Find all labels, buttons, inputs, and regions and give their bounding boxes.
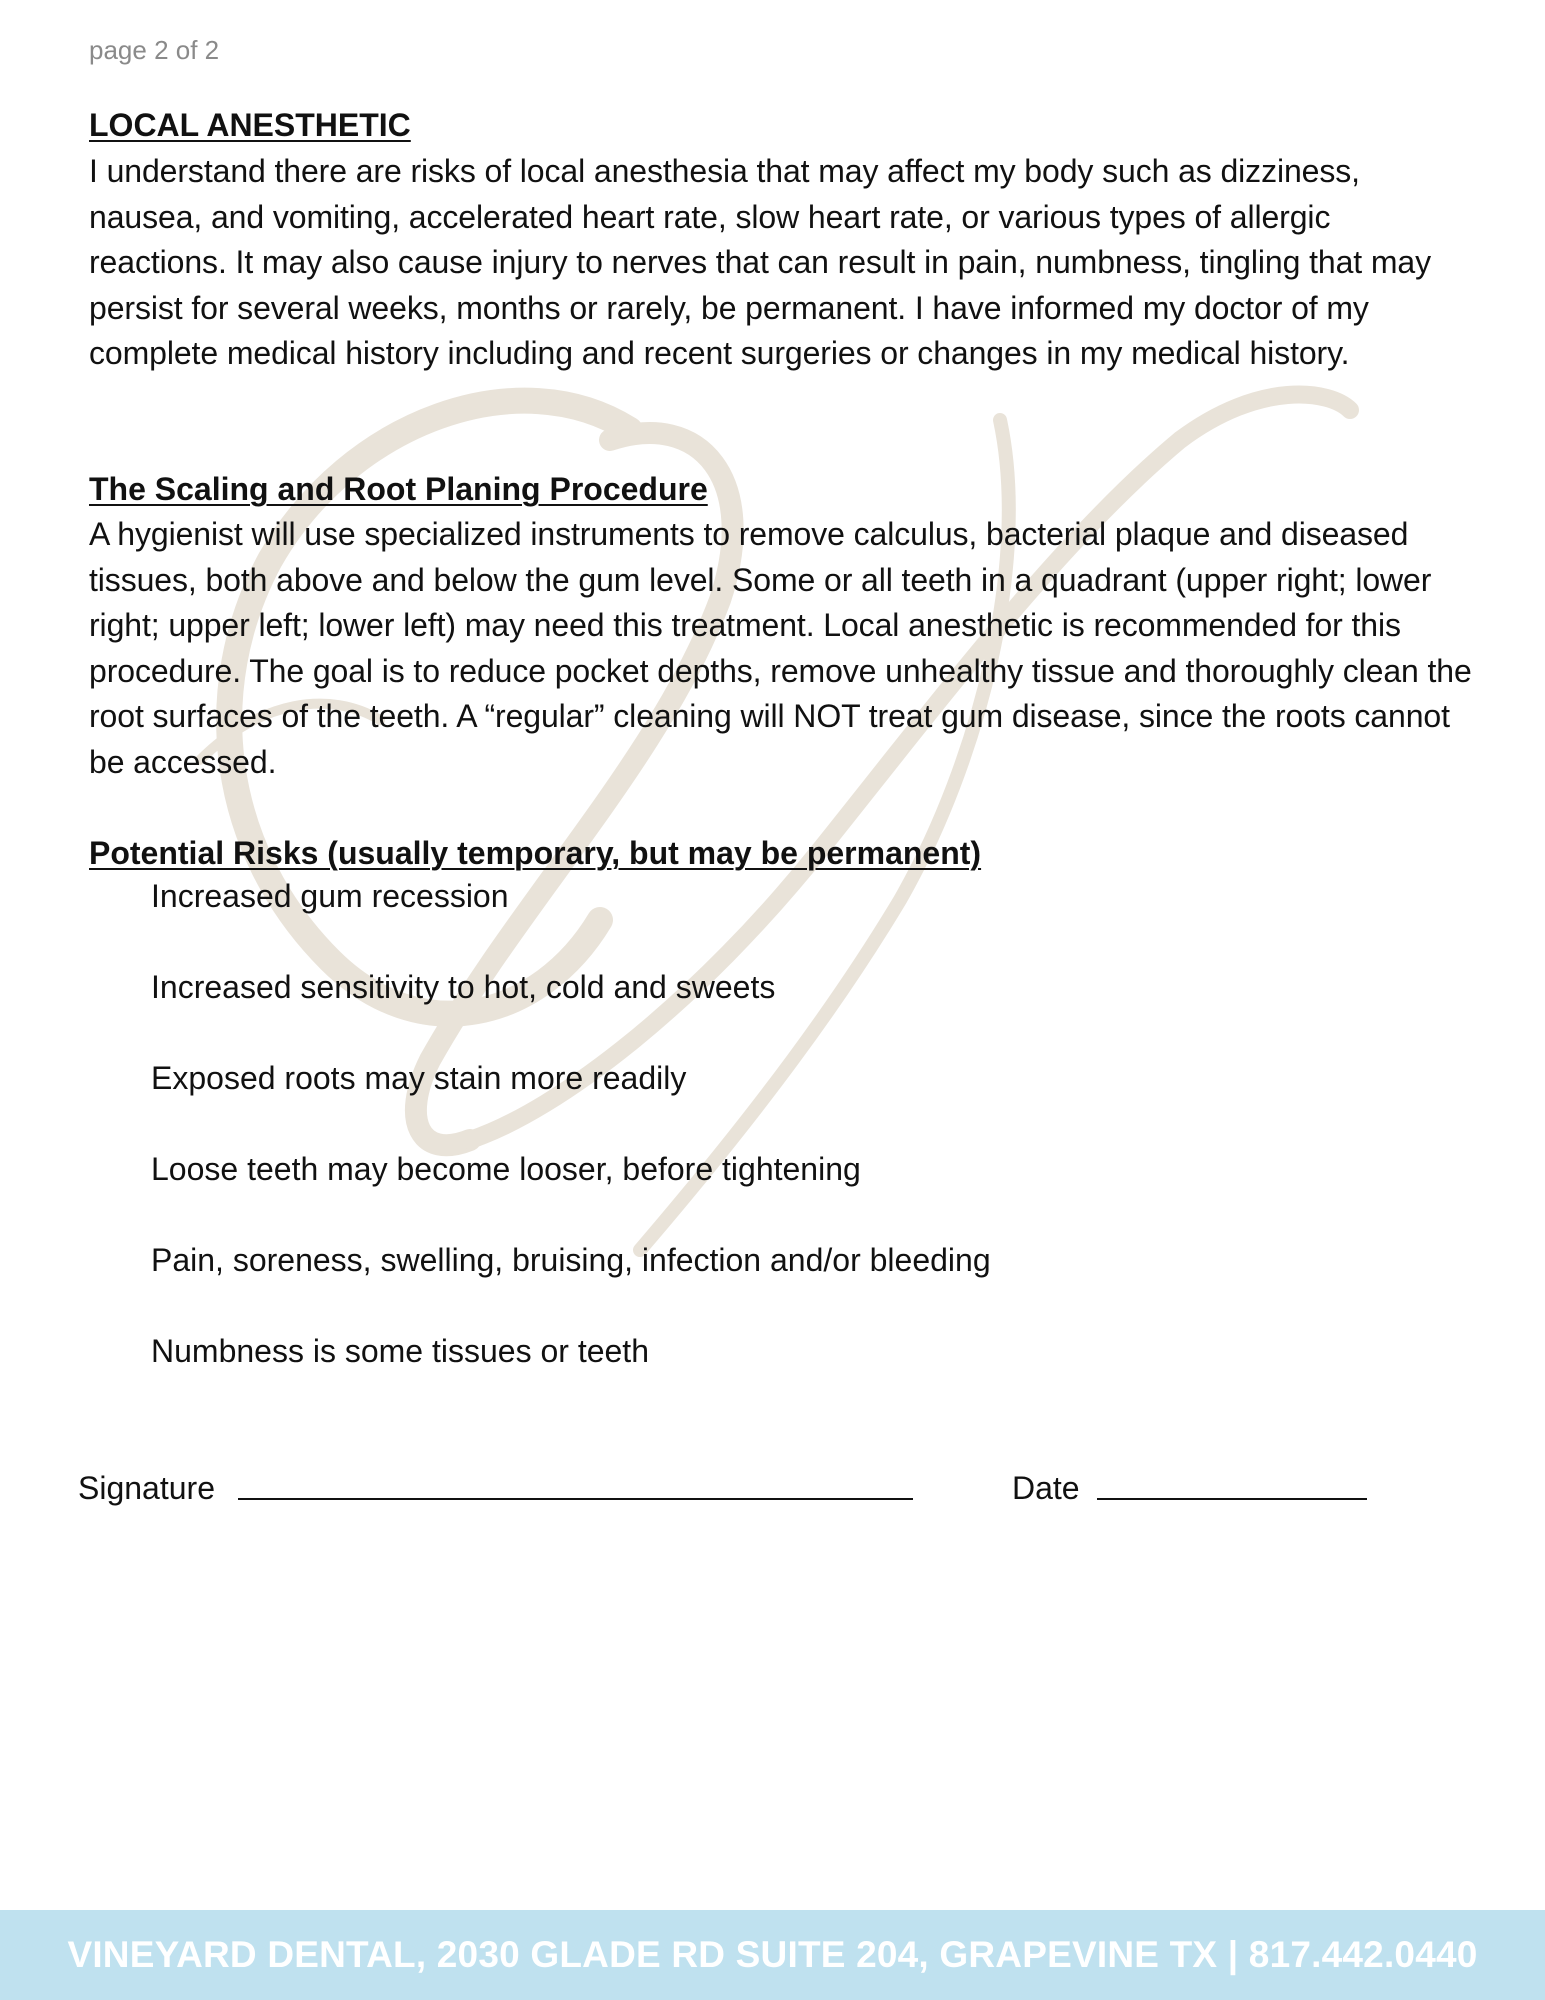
anesthetic-paragraph: I understand there are risks of local anesthesia that may affect my body such as dizziness, nausea, and vomiting, accelerated heart rate, slow heart rate, or various types of allergic reactions. It may also cause injury to nerves that can result in pain, numbness, tingling that may persist for several weeks, months or rarely, be permanent. I have informed my doctor of my complete medical history including and recent surgeries or changes in my medical history. <box>89 153 1431 371</box>
risks-list <box>151 876 991 1422</box>
anesthetic-heading: LOCAL ANESTHETIC <box>89 107 411 143</box>
risk-item: Increased sensitivity to hot, cold and sweets <box>151 969 776 1005</box>
risk-item: Loose teeth may become looser, before tightening <box>151 1151 861 1187</box>
procedure-paragraph: A hygienist will use specialized instruments to remove calculus, bacterial plaque and diseased tissues, both above and below the gum level. Some or all teeth in a quadrant (upper right; lower right; upper left; lower left) may need this treatment. Local anesthetic is recommended for this procedure. The goal is to reduce pocket depths, remove unhealthy tissue and thoroughly clean the root surfaces of the teeth. A “regular” cleaning will NOT treat gum disease, since the roots cannot be accessed. <box>89 516 1472 780</box>
date-label: Date <box>1012 1470 1080 1506</box>
footer-banner: VINEYARD DENTAL, 2030 GLADE RD SUITE 204, GRAPEVINE TX | 817.442.0440 <box>0 1910 1545 2000</box>
procedure-heading: The Scaling and Root Planing Procedure <box>89 471 708 507</box>
risk-item: Increased gum recession <box>151 878 509 914</box>
signature-line[interactable] <box>238 1498 913 1500</box>
risk-item: Exposed roots may stain more readily <box>151 1060 687 1096</box>
risk-item: Numbness is some tissues or teeth <box>151 1333 649 1369</box>
date-line[interactable] <box>1097 1498 1367 1500</box>
signature-label: Signature <box>78 1470 215 1506</box>
risk-item: Pain, soreness, swelling, bruising, infection and/or bleeding <box>151 1242 991 1278</box>
risks-heading: Potential Risks (usually temporary, but may be permanent) <box>89 835 982 871</box>
page-number: page 2 of 2 <box>89 35 220 65</box>
